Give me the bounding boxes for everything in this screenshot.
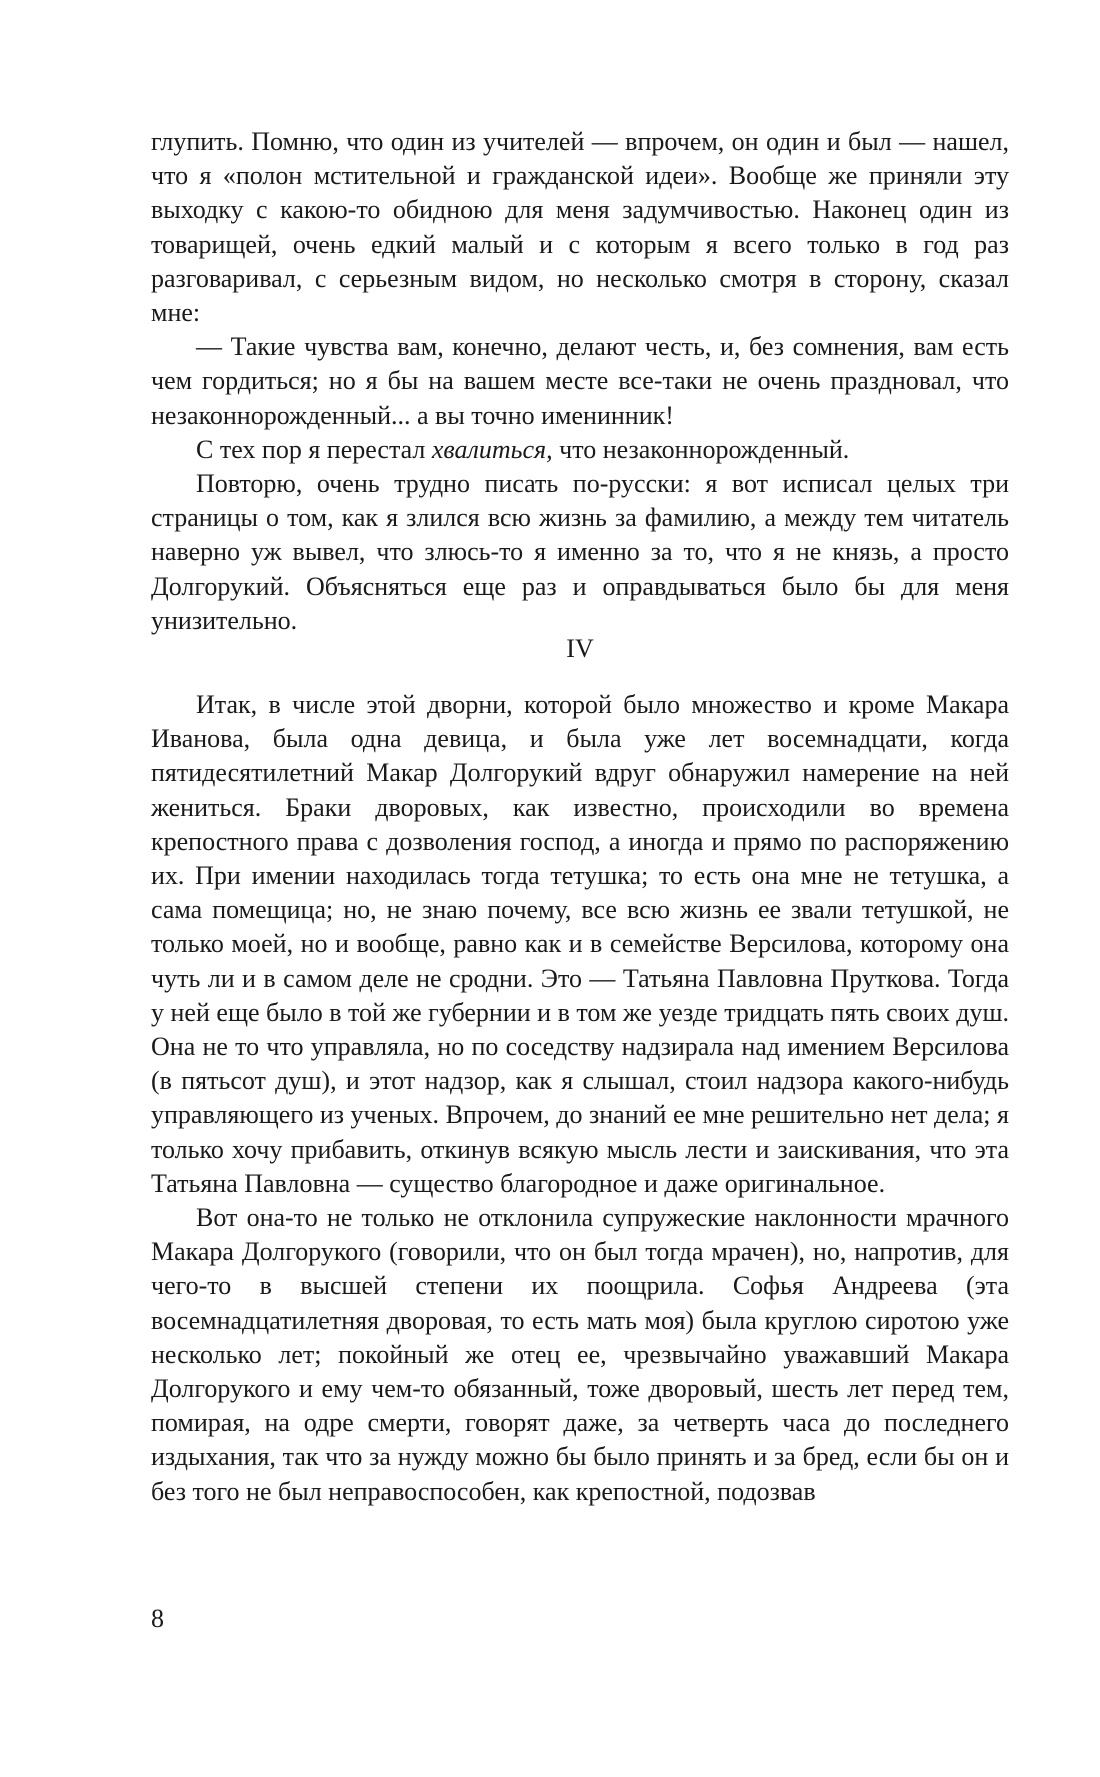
italic-word: хвалиться, — [431, 434, 553, 464]
paragraph: Вот она-то не только не отклонила супружеские наклонности мрачного Макара Долгорукого (говорили, что он был тогда мрачен), но, напротив, для чего-то в высшей степени их поощрила. Софья Андреева (эта восемнадцатилетняя дворовая, то есть мать моя) была круглою сиротою уже несколько лет; покойный же отец ее, чрезвычайно уважавший Макара Долгорукого и ему чем-то обязанный, тоже дворовый, шесть лет перед тем, помирая, на одре смерти, говорят даже, за четверть часа до последнего издыхания, так что за нужду можно бы было принять и за бред, если бы он и без того не был неправоспособен, как крепостной, подозвав — [151, 1203, 1009, 1506]
paragraph — [151, 433, 1009, 467]
paragraph-text: что незаконнорожденный. — [552, 434, 850, 464]
paragraph: Итак, в числе этой дворни, которой было множество и кроме Макара Иванова, была одна девица, и была уже лет восемнадцати, когда пятидесятилетний Макар Долгорукий вдруг обнаружил намерение на ней жениться. Браки дворовых, как известно, происходили во времена крепостного права с дозволения господ, а иногда и прямо по распоряжению их. При имении находилась тогда тетушка; то есть она мне не тетушка, а сама помещица; но, не знаю почему, все всю жизнь ее звали тетушкой, не только моей, но и вообще, равно как и в семействе Версилова, которому она чуть ли и в самом деле не сродни. Это — Татьяна Павловна Пруткова. Тогда у ней еще было в той же губернии и в том же уезде тридцать пять своих душ. Она не то что управляла, но по соседству надзирала над имением Версилова (в пятьсот душ), и этот надзор, как я слышал, стоил надзора какого-нибудь управляющего из ученых. Впрочем, до знаний ее мне решительно нет дела; я только хочу прибавить, откинув всякую мысль лести и заискивания, что эта Татьяна Павловна — существо благородное и даже оригинальное. — [151, 690, 1009, 1198]
paragraph-dialogue: — Такие чувства вам, конечно, делают честь, и, без сомнения, вам есть чем гордиться; но я бы на вашем месте все-таки не очень праздновал, что незаконнорожденный... а вы точно именинник! — [151, 332, 1009, 430]
text-block-top — [151, 125, 1009, 638]
paragraph: глупить. Помню, что один из учителей — впрочем, он один и был — нашел, что я «полон мстительной и гражданской идеи». Вообще же приняли эту выходку с какою-то обидною для меня задумчивостью. Наконец один из товарищей, очень едкий малый и с которым я всего только в год раз разговаривал, с серьезным видом, но несколько смотря в сторону, сказал мне: — [151, 127, 1009, 328]
chapter-number: IV — [566, 634, 594, 663]
paragraph-text: С тех пор я перестал — [196, 434, 432, 464]
paragraph: Повторю, очень трудно писать по-русски: я вот исписал целых три страницы о том, как я злился всю жизнь за фамилию, а между тем читатель наверно уж вывел, что злюсь-то я именно за то, что я не князь, а просто Долгорукий. Объясняться еще раз и оправдываться было бы для меня унизительно. — [151, 469, 1009, 635]
text-block-bottom — [151, 688, 1009, 1509]
page-number: 8 — [151, 1604, 164, 1633]
